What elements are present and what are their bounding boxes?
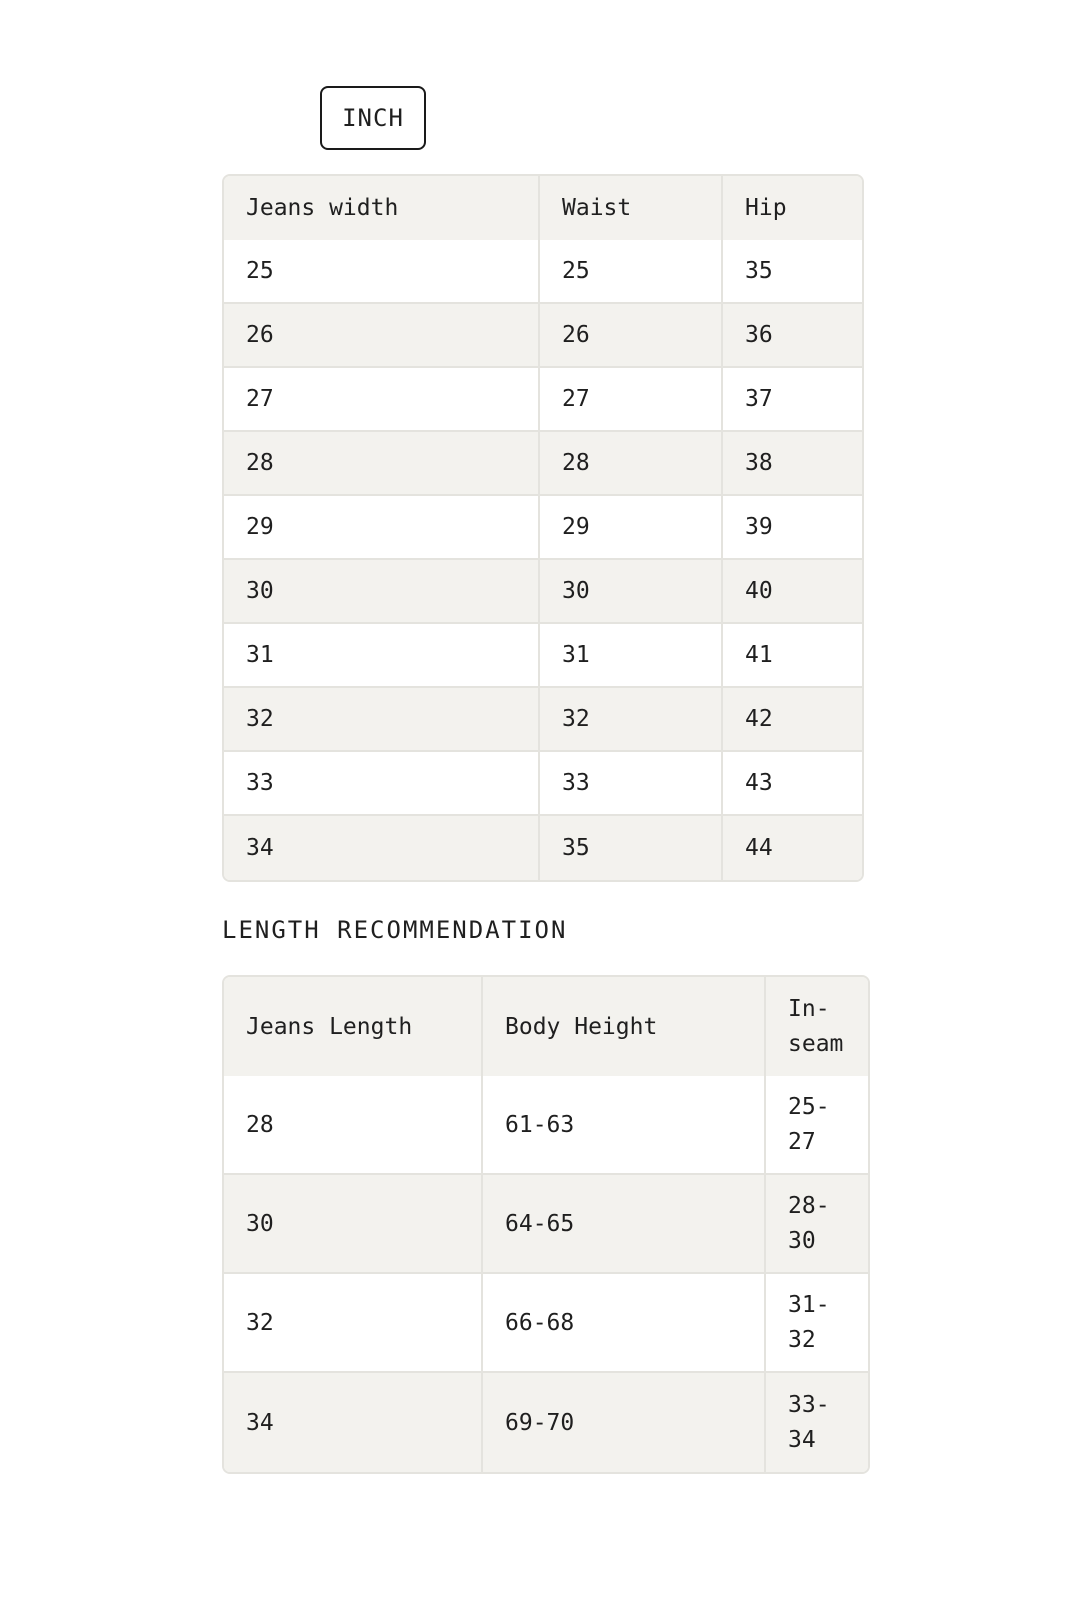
hip-cell: 40 (723, 560, 862, 624)
table-row (224, 560, 862, 624)
table-row (224, 1373, 868, 1472)
jeans-width-cell: 27 (224, 368, 540, 432)
body-height-cell: 61-63 (483, 1076, 766, 1175)
inseam-cell: 33- 34 (788, 1391, 830, 1453)
waist-cell: 33 (540, 752, 723, 816)
waist-cell: 27 (540, 368, 723, 432)
column-header-body-height: Body Height (483, 977, 766, 1076)
column-header-jeans-width: Jeans width (224, 176, 540, 240)
hip-cell: 43 (723, 752, 862, 816)
jeans-width-cell: 30 (224, 560, 540, 624)
table-row (224, 240, 862, 304)
waist-cell: 29 (540, 496, 723, 560)
jeans-width-cell: 34 (224, 816, 540, 880)
table-row (224, 304, 862, 368)
table-row (224, 1076, 868, 1175)
hip-cell: 39 (723, 496, 862, 560)
table-row (224, 624, 862, 688)
table-row (224, 496, 862, 560)
jeans-length-cell: 28 (224, 1076, 483, 1175)
hip-cell: 44 (745, 835, 773, 861)
jeans-length-cell: 34 (224, 1373, 483, 1472)
waist-cell: 31 (540, 624, 723, 688)
column-header-hip: Hip (745, 195, 787, 221)
table-header-row (224, 176, 862, 240)
width-size-table (222, 174, 864, 882)
body-height-cell: 69-70 (483, 1373, 766, 1472)
jeans-width-cell: 26 (224, 304, 540, 368)
waist-cell: 26 (540, 304, 723, 368)
hip-cell: 35 (723, 240, 862, 304)
waist-cell: 30 (540, 560, 723, 624)
inseam-cell: 25- 27 (766, 1076, 868, 1175)
hip-cell: 36 (723, 304, 862, 368)
inseam-cell: 28- 30 (766, 1175, 868, 1274)
jeans-width-cell: 33 (224, 752, 540, 816)
table-row (224, 432, 862, 496)
jeans-width-cell: 31 (224, 624, 540, 688)
table-header-row (224, 977, 868, 1076)
body-height-cell: 64-65 (483, 1175, 766, 1274)
waist-cell: 35 (540, 816, 723, 880)
hip-cell: 41 (723, 624, 862, 688)
jeans-width-cell: 32 (224, 688, 540, 752)
inseam-cell: 31- 32 (766, 1274, 868, 1373)
hip-cell: 37 (723, 368, 862, 432)
waist-cell: 28 (540, 432, 723, 496)
table-row (224, 368, 862, 432)
column-header-waist: Waist (540, 176, 723, 240)
table-row (224, 1175, 868, 1274)
length-recommendation-heading: LENGTH RECOMMENDATION (222, 916, 568, 944)
table-row (224, 752, 862, 816)
unit-toggle-inch-button[interactable]: INCH (320, 86, 426, 150)
jeans-width-cell: 25 (224, 240, 540, 304)
column-header-jeans-length: Jeans Length (224, 977, 483, 1076)
jeans-length-cell: 32 (224, 1274, 483, 1373)
table-row (224, 688, 862, 752)
waist-cell: 32 (540, 688, 723, 752)
jeans-length-cell: 30 (224, 1175, 483, 1274)
hip-cell: 38 (723, 432, 862, 496)
table-row (224, 1274, 868, 1373)
length-recommendation-table (222, 975, 870, 1474)
hip-cell: 42 (723, 688, 862, 752)
body-height-cell: 66-68 (483, 1274, 766, 1373)
jeans-width-cell: 29 (224, 496, 540, 560)
table-row (224, 816, 862, 880)
jeans-width-cell: 28 (224, 432, 540, 496)
column-header-inseam: In- seam (788, 995, 844, 1057)
waist-cell: 25 (540, 240, 723, 304)
